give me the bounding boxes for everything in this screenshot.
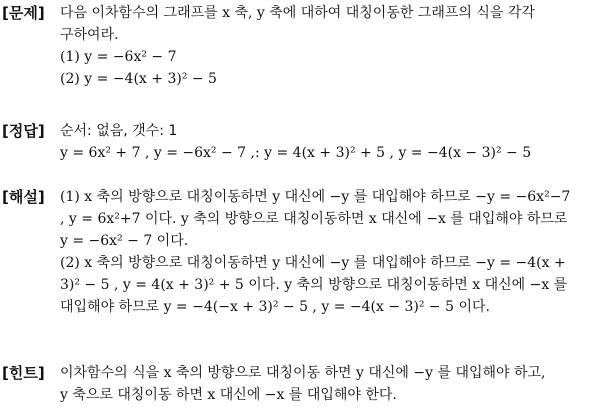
- problem-body: [60, 2, 590, 90]
- problem-line: (1) y = −6x² − 7: [60, 49, 177, 65]
- hint-body: [60, 362, 590, 406]
- hint-tag: [힌트]: [2, 364, 45, 382]
- explanation-body: [60, 186, 590, 318]
- hint-line: 이차함수의 식을 x 축의 방향으로 대칭이동 하면 y 대신에 −y 를 대입해야 하고,: [60, 365, 546, 381]
- problem-line: 구하여라.: [60, 27, 119, 43]
- answer-body: [60, 120, 590, 164]
- answer-tag: [정답]: [2, 122, 45, 140]
- answer-line: 순서: 없음, 갯수: 1: [60, 123, 178, 139]
- explanation-line: , y = 6x²+7 이다. y 축의 방향으로 대칭이동하면 x 대신에 −x 를 대입해야 하므로: [60, 211, 568, 227]
- hint-line: y 축으로 대칭이동 하면 x 대신에 −x 를 대입해야 한다.: [60, 387, 397, 403]
- problem-line: 다음 이차함수의 그래프를 x 축, y 축에 대하여 대칭이동한 그래프의 식을 각각: [60, 5, 535, 21]
- explanation-line: 대입해야 하므로 y = −4(−x + 3)² − 5 , y = −4(x − 3)² − 5 이다.: [60, 299, 490, 315]
- answer-line: y = 6x² + 7 , y = −6x² − 7 ,: y = 4(x + 3)² + 5 , y = −4(x − 3)² − 5: [60, 145, 532, 161]
- explanation-tag: [해설]: [2, 188, 45, 206]
- explanation-line: 3)² − 5 , y = 4(x + 3)² + 5 이다. y 축의 방향으로 대칭이동하면 x 대신에 −x 를: [60, 277, 568, 293]
- problem-tag: [문제]: [2, 4, 45, 22]
- explanation-line: (2) x 축의 방향으로 대칭이동하면 y 대신에 −y 를 대입해야 하므로 −y = −4(x +: [60, 255, 566, 271]
- problem-line: (2) y = −4(x + 3)² − 5: [60, 71, 217, 87]
- explanation-line: (1) x 축의 방향으로 대칭이동하면 y 대신에 −y 를 대입해야 하므로 −y = −6x²−7: [60, 189, 571, 205]
- explanation-line: y = −6x² − 7 이다.: [60, 233, 189, 249]
